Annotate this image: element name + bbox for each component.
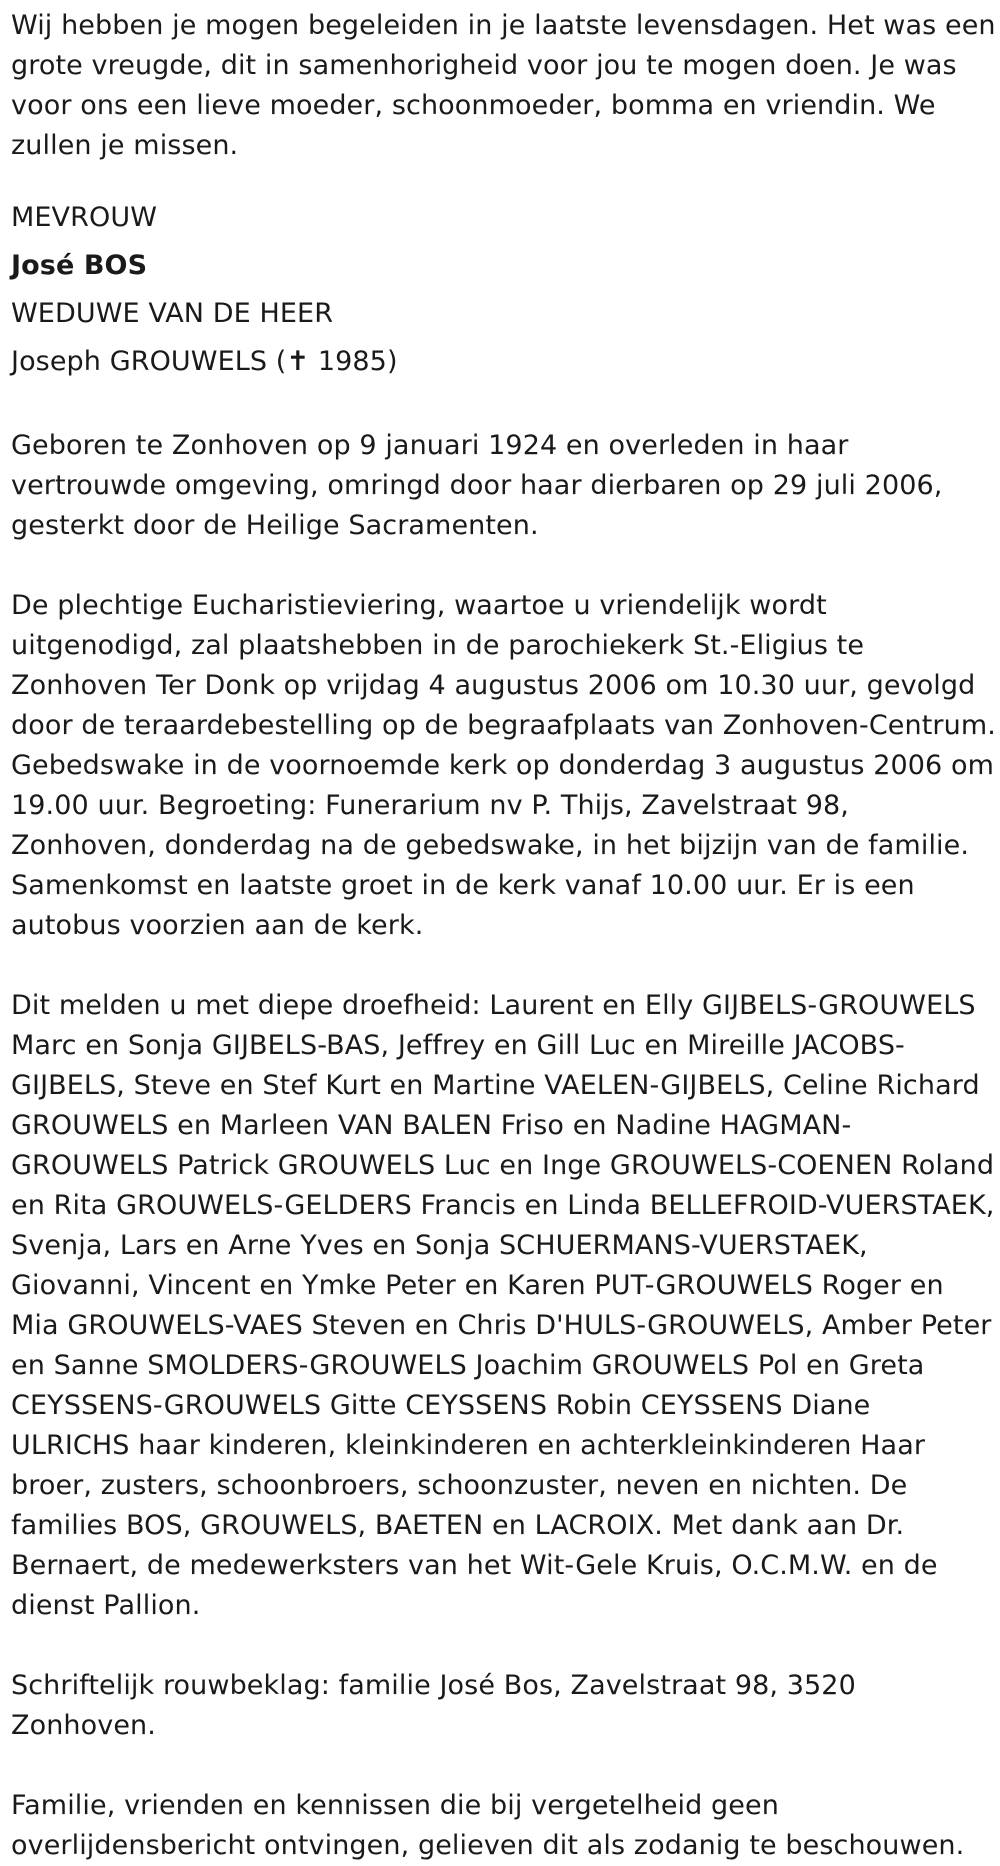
deceased-names-block [11, 180, 996, 386]
deceased-title: MEVROUW [11, 202, 157, 233]
deceased-relation: WEDUWE VAN DE HEER [11, 298, 334, 329]
obituary-document [11, 0, 996, 1866]
intro-paragraph: Wij hebben je mogen begeleiden in je laatste levensdagen. Het was een grote vreugde, dit in samenhorigheid voor jou te mogen doen. Je was voor ons een lieve moeder, schoonmoeder, bomma en vriendin. We zullen je missen. [11, 10, 996, 161]
deceased-name: José BOS [11, 250, 148, 281]
deceased-spouse: Joseph GROUWELS (✝ 1985) [11, 346, 398, 377]
family-paragraph: Dit melden u met diepe droefheid: Laurent en Elly GIJBELS-GROUWELS Marc en Sonja GIJBELS-BAS, Jeffrey en Gill Luc en Mireille JACOBS-GIJBELS, Steve en Stef Kurt en Martine VAELEN-GIJBELS, Celine Richard GROUWELS en Marleen VAN BALEN Friso en Nadine HAGMAN-GROUWELS Patrick GROUWELS Luc en Inge GROUWELS-COENEN Roland en Rita GROUWELS-GELDERS Francis en Linda BELLEFROID-VUERSTAEK, Svenja, Lars en Arne Yves en Sonja SCHUERMANS-VUERSTAEK, Giovanni, Vincent en Ymke Peter en Karen PUT-GROUWELS Roger en Mia GROUWELS-VAES Steven en Chris D'HULS-GROUWELS, Amber Peter en Sanne SMOLDERS-GROUWELS Joachim GROUWELS Pol en Greta CEYSSENS-GROUWELS Gitte CEYSSENS Robin CEYSSENS Diane ULRICHS haar kinderen, kleinkinderen en achterkleinkinderen Haar broer, zusters, schoonbroers, schoonzuster, neven en nichten. De families BOS, GROUWELS, BAETEN en LACROIX. Met dank aan Dr. Bernaert, de medewerksters van het Wit-Gele Kruis, O.C.M.W. en de dienst Pallion. [11, 990, 995, 1621]
closing-paragraph: Familie, vrienden en kennissen die bij vergetelheid geen overlijdensbericht ontvingen, gelieven dit als zodanig te beschouwen. [11, 1790, 965, 1861]
birth-death-paragraph: Geboren te Zonhoven op 9 januari 1924 en overleden in haar vertrouwde omgeving, omringd door haar dierbaren op 29 juli 2006, gesterkt door de Heilige Sacramenten. [11, 430, 943, 541]
condolences-paragraph: Schriftelijk rouwbeklag: familie José Bos, Zavelstraat 98, 3520 Zonhoven. [11, 1670, 856, 1741]
ceremony-paragraph: De plechtige Eucharistieviering, waartoe u vriendelijk wordt uitgenodigd, zal plaatshebben in de parochiekerk St.-Eligius te Zonhoven Ter Donk op vrijdag 4 augustus 2006 om 10.30 uur, gevolgd door de teraardebestelling op de begraafplaats van Zonhoven-Centrum. Gebedswake in de voornoemde kerk op donderdag 3 augustus 2006 om 19.00 uur. Begroeting: Funerarium nv P. Thijs, Zavelstraat 98, Zonhoven, donderdag na de gebedswake, in het bijzijn van de familie. Samenkomst en laatste groet in de kerk vanaf 10.00 uur. Er is een autobus voorzien aan de kerk. [11, 590, 996, 941]
